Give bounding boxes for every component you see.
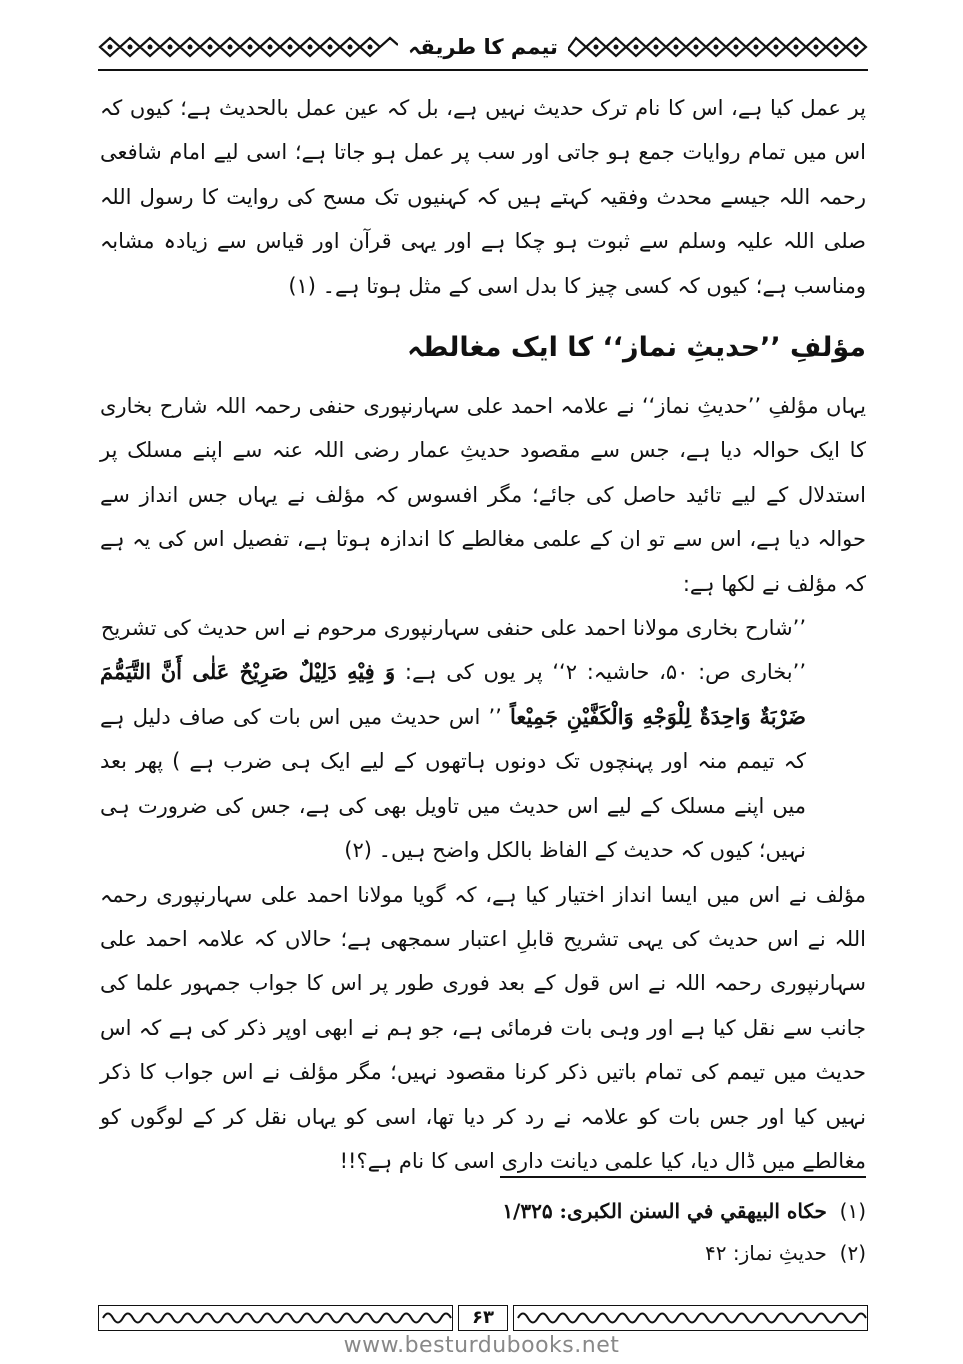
- paragraph-intro: یہاں مؤلفِ ’’حدیثِ نماز‘‘ نے علامہ احمد علی سہارنپوری حنفی رحمہ اللہ شارح بخاری کا ایک حوالہ دیا ہے، جس سے مقصود حدیثِ عمار رضی اللہ عنہ سے اپنے مسلک پر استدلال کے لیے تائید حاصل کی جائے؛ مگر افسوس کہ مؤلف نے یہاں جس انداز سے حوالہ دیا ہے، اس سے تو ان کے علمی مغالطے کا اندازہ ہوتا ہے، تفصیل اس کی یہ ہے کہ مؤلف نے لکھا ہے:: [100, 394, 866, 596]
- footnote-2: [100, 1232, 866, 1274]
- page-header: [98, 30, 868, 64]
- quote-reference: ’’بخاری ص: ۵۰، حاشیہ: ۲‘‘ پر یوں کی ہے:: [395, 660, 806, 685]
- page-footer: [98, 1305, 868, 1331]
- paragraph-top: پر عمل کیا ہے، اس کا نام ترک حدیث نہیں ہے، بل کہ عین عمل بالحدیث ہے؛ کیوں کہ اس میں تمام روایات جمع ہو جاتی اور سب پر عمل ہو جاتا ہے؛ اسی لیے امام شافعی رحمہ اللہ جیسے محدث وفقیہ کہتے ہیں کہ کہنیوں تک مسح کی روایت کا رسول اللہ صلی اللہ علیہ وسلم سے ثبوت ہو چکا ہے اور یہی قرآن اور قیاس سے زیادہ مشابہ ومناسب ہے؛ کیوں کہ کسی چیز کا بدل اسی کے مثل ہوتا ہے۔ (۱): [100, 96, 866, 298]
- page-number: ۶۳: [458, 1305, 508, 1331]
- footnote-text: حدیثِ نماز: ۴۲: [705, 1241, 827, 1265]
- header-divider: [98, 69, 868, 71]
- page-body: [100, 86, 866, 1183]
- header-ornament-left: [98, 36, 398, 58]
- arabic-text-1: وَ فِيْهِ دَلِيْلٌ صَرِيْحٌ عَلٰى أَنَّ: [160, 659, 396, 685]
- paragraph-final: مؤلف نے اس میں ایسا انداز اختیار کیا ہے، کہ گویا مولانا احمد علی سہارنپوری رحمہ اللہ نے اس حدیث کی یہی تشریح قابلِ اعتبار سمجھی ہے؛ حالاں کہ علامہ احمد علی سہارنپوری رحمہ اللہ نے اس قول کے بعد فوری طور پر اس کا جواب جمہور علما کی جانب سے نقل کیا ہے اور وہی بات فرمائی ہے، جو ہم نے ابھی اوپر ذکر کی ہے کہ اس حدیث میں تیمم کی تمام باتیں ذکر کرنا مقصود نہیں؛ مگر مؤلف نے اس جواب کا ذکر نہیں کیا اور جس بات کو علامہ نے رد کر دیا تھا، اسی کو یہاں نقل کر کے لوگوں کو مغالطے میں ڈال دیا، کیا علمی دیانت داری اسی کا نام ہے؟!!: [100, 882, 866, 1173]
- quote-rest: ’’ اس حدیث میں اس بات کی صاف دلیل ہے کہ تیمم منہ اور پہنچوں تک دونوں ہاتھوں کے لیے ایک ہی ضرب ہے ) پھر بعد میں اپنے مسلک کے لیے اس حدیث میں تاویل بھی کی ہے، جس کی ضرورت ہی نہیں؛ کیوں کہ حدیث کے الفاظ بالکل واضح ہیں۔ (۲): [100, 704, 806, 863]
- header-ornament-right: [568, 36, 868, 58]
- footnotes: [100, 1190, 866, 1274]
- footnote-text: حكاه البيهقي في السنن الكبرى: ۱/۳۲۵: [502, 1199, 827, 1223]
- footnote-divider: [500, 1176, 866, 1178]
- section-heading: مؤلفِ ’’حدیثِ نماز‘‘ کا ایک مغالطہ: [407, 332, 866, 364]
- footer-ornament-left: [98, 1305, 453, 1331]
- footer-ornament-right: [513, 1305, 868, 1331]
- page-title: تیمم کا طریقہ: [408, 35, 558, 59]
- arabic-text-2: التَّيَمُّمَ ضَرْبَةٌ وَاحِدَةٌ لِلْوَجْهِ وَالْكَفَّيْنِ جَمِيْعاً: [100, 659, 806, 729]
- footnote-marker: (۲): [839, 1241, 866, 1265]
- block-quote: [100, 606, 866, 872]
- quote-body: [100, 650, 806, 872]
- quote-line-1: ’’شارح بخاری مولانا احمد علی حنفی سہارنپوری مرحوم نے اس حدیث کی تشریح: [100, 616, 806, 641]
- footnote-marker: (۱): [839, 1199, 866, 1223]
- watermark-url: www.besturdubooks.net: [343, 1333, 620, 1358]
- footnote-1: [100, 1190, 866, 1232]
